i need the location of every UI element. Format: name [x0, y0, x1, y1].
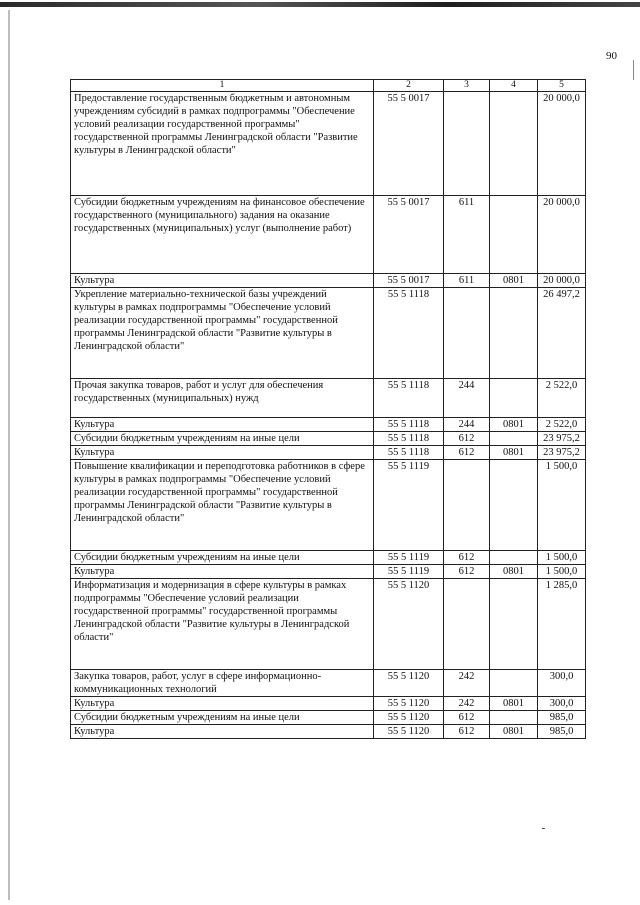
- cell-target-code: 55 5 1120: [374, 697, 444, 711]
- cell-section-code: [490, 92, 538, 196]
- cell-name: Субсидии бюджетным учреждениям на иные цели: [71, 711, 374, 725]
- cell-target-code: 55 5 1118: [374, 418, 444, 432]
- table-row: [71, 725, 586, 739]
- cell-amount: 20 000,0: [538, 196, 586, 274]
- cell-expense-type: [444, 288, 490, 379]
- cell-amount: 300,0: [538, 697, 586, 711]
- cell-section-code: 0801: [490, 565, 538, 579]
- cell-amount: 1 285,0: [538, 579, 586, 670]
- cell-target-code: 55 5 0017: [374, 196, 444, 274]
- cell-section-code: [490, 196, 538, 274]
- cell-section-code: [490, 670, 538, 697]
- table-row: [71, 446, 586, 460]
- cell-name: Предоставление государственным бюджетным и автономным учреждениям субсидий в рамках подпрограммы "Обеспечение условий реализации государственной программы" государственной программы Ленинградской области "Развитие культуры в Ленинградской области": [71, 92, 374, 196]
- table-row: [71, 565, 586, 579]
- cell-amount: 23 975,2: [538, 446, 586, 460]
- scan-edge-left: [8, 10, 10, 900]
- cell-name: Субсидии бюджетным учреждениям на иные цели: [71, 551, 374, 565]
- cell-name: Повышение квалификации и переподготовка работников в сфере культуры в рамках подпрограммы "Обеспечение условий реализации государственной программы" государственной программы Ленинградской области "Развитие культуры в Ленинградской области": [71, 460, 374, 551]
- cell-name: Культура: [71, 565, 374, 579]
- header-cell: 3: [444, 80, 490, 92]
- cell-target-code: 55 5 1119: [374, 460, 444, 551]
- cell-name: Культура: [71, 418, 374, 432]
- header-cell: 5: [538, 80, 586, 92]
- cell-target-code: 55 5 1118: [374, 432, 444, 446]
- cell-name: Культура: [71, 274, 374, 288]
- cell-name: Культура: [71, 725, 374, 739]
- table-row: [71, 551, 586, 565]
- cell-name: Субсидии бюджетным учреждениям на иные цели: [71, 432, 374, 446]
- cell-section-code: 0801: [490, 725, 538, 739]
- header-cell: 2: [374, 80, 444, 92]
- cell-target-code: 55 5 1118: [374, 288, 444, 379]
- table-row: [71, 196, 586, 274]
- cell-expense-type: [444, 460, 490, 551]
- table-row: [71, 288, 586, 379]
- cell-amount: 985,0: [538, 725, 586, 739]
- table-row: [71, 418, 586, 432]
- cell-expense-type: 611: [444, 196, 490, 274]
- cell-name: Закупка товаров, работ, услуг в сфере информационно-коммуникационных технологий: [71, 670, 374, 697]
- cell-target-code: 55 5 1118: [374, 446, 444, 460]
- scan-edge-top: [0, 2, 640, 7]
- cell-expense-type: 244: [444, 379, 490, 418]
- cell-section-code: 0801: [490, 274, 538, 288]
- table-row: [71, 711, 586, 725]
- cell-expense-type: 612: [444, 725, 490, 739]
- cell-target-code: 55 5 0017: [374, 92, 444, 196]
- cell-section-code: 0801: [490, 697, 538, 711]
- table-row: [71, 460, 586, 551]
- cell-expense-type: 612: [444, 565, 490, 579]
- cell-amount: 1 500,0: [538, 565, 586, 579]
- header-cell: 4: [490, 80, 538, 92]
- cell-expense-type: 244: [444, 418, 490, 432]
- cell-amount: 23 975,2: [538, 432, 586, 446]
- cell-expense-type: 612: [444, 551, 490, 565]
- cell-target-code: 55 5 0017: [374, 274, 444, 288]
- cell-target-code: 55 5 1120: [374, 579, 444, 670]
- cell-amount: 20 000,0: [538, 274, 586, 288]
- budget-table: [70, 79, 586, 739]
- cell-amount: 20 000,0: [538, 92, 586, 196]
- cell-section-code: 0801: [490, 446, 538, 460]
- cell-amount: 26 497,2: [538, 288, 586, 379]
- cell-section-code: [490, 460, 538, 551]
- cell-section-code: [490, 711, 538, 725]
- cell-section-code: [490, 379, 538, 418]
- cell-expense-type: 612: [444, 446, 490, 460]
- cell-section-code: 0801: [490, 418, 538, 432]
- table-row: [71, 670, 586, 697]
- cell-expense-type: 612: [444, 711, 490, 725]
- cell-target-code: 55 5 1120: [374, 725, 444, 739]
- cell-target-code: 55 5 1119: [374, 565, 444, 579]
- table-row: [71, 579, 586, 670]
- cell-name: Субсидии бюджетным учреждениям на финансовое обеспечение государственного (муниципального) задания на оказание государственных (муниципальных) услуг (выполнение работ): [71, 196, 374, 274]
- cell-target-code: 55 5 1120: [374, 670, 444, 697]
- cell-name: Прочая закупка товаров, работ и услуг для обеспечения государственных (муниципальных) нужд: [71, 379, 374, 418]
- cell-expense-type: 242: [444, 670, 490, 697]
- scan-speck: [542, 828, 545, 829]
- cell-section-code: [490, 551, 538, 565]
- cell-target-code: 55 5 1118: [374, 379, 444, 418]
- table-row: [71, 432, 586, 446]
- cell-expense-type: 611: [444, 274, 490, 288]
- cell-name: Информатизация и модернизация в сфере культуры в рамках подпрограммы "Обеспечение условий реализации государственной программы" государственной программы Ленинградской области "Развитие культуры в Ленинградской области": [71, 579, 374, 670]
- scan-mark-right: [633, 60, 634, 80]
- cell-amount: 1 500,0: [538, 551, 586, 565]
- cell-name: Укрепление материально-технической базы учреждений культуры в рамках подпрограммы "Обеспечение условий реализации государственной программы" государственной программы Ленинградской области "Развитие культуры в Ленинградской области": [71, 288, 374, 379]
- cell-amount: 985,0: [538, 711, 586, 725]
- table-row: [71, 92, 586, 196]
- header-cell: 1: [71, 80, 374, 92]
- cell-name: Культура: [71, 697, 374, 711]
- table-row: [71, 697, 586, 711]
- page-number: 90: [606, 50, 617, 62]
- cell-name: Культура: [71, 446, 374, 460]
- cell-section-code: [490, 432, 538, 446]
- cell-target-code: 55 5 1119: [374, 551, 444, 565]
- cell-expense-type: 612: [444, 432, 490, 446]
- cell-amount: 2 522,0: [538, 418, 586, 432]
- cell-amount: 1 500,0: [538, 460, 586, 551]
- cell-amount: 300,0: [538, 670, 586, 697]
- cell-target-code: 55 5 1120: [374, 711, 444, 725]
- cell-expense-type: 242: [444, 697, 490, 711]
- table-row: [71, 274, 586, 288]
- cell-section-code: [490, 288, 538, 379]
- cell-section-code: [490, 579, 538, 670]
- table-row: [71, 379, 586, 418]
- cell-amount: 2 522,0: [538, 379, 586, 418]
- cell-expense-type: [444, 92, 490, 196]
- cell-expense-type: [444, 579, 490, 670]
- table-header-row: [71, 80, 586, 92]
